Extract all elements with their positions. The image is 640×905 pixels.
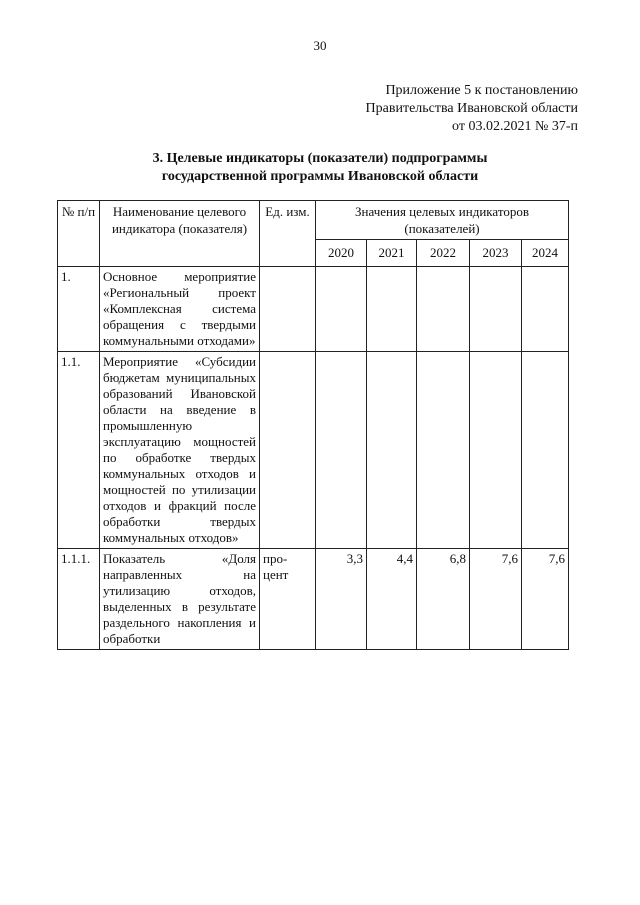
header-num: № п/п	[58, 201, 100, 267]
row-value	[522, 352, 569, 549]
row-value	[367, 352, 417, 549]
header-values: Значения целевых индикаторов (показателей)	[316, 201, 569, 240]
header-row	[58, 201, 569, 240]
section-heading-line-1: 3. Целевые индикаторы (показатели) подпрограммы	[152, 151, 488, 166]
row-name: Основное мероприятие «Региональный проект «Комплексная система обращения с твердыми коммунальными отходами»	[100, 267, 260, 352]
row-value	[470, 267, 522, 352]
year-cell: 2023	[470, 240, 522, 267]
row-value	[417, 352, 470, 549]
page-number: 30	[313, 38, 327, 53]
row-value	[522, 267, 569, 352]
appendix-line-2: Правительства Ивановской области	[365, 101, 578, 116]
row-value: 6,8	[417, 549, 470, 650]
row-unit	[260, 352, 316, 549]
row-value	[470, 352, 522, 549]
year-cell: 2021	[367, 240, 417, 267]
year-cell: 2022	[417, 240, 470, 267]
row-value	[316, 267, 367, 352]
row-num: 1.1.	[58, 352, 100, 549]
row-name: Мероприятие «Субсидии бюджетам муниципальных образований Ивановской области на введение в промышленную эксплуатацию мощностей по обработке твердых коммунальных отходов и мощностей по утилизации отходов и фракций после обработки твердых коммунальных отходов»	[100, 352, 260, 549]
appendix-reference	[366, 82, 578, 136]
row-value: 4,4	[367, 549, 417, 650]
row-value	[417, 267, 470, 352]
table-row	[58, 352, 569, 549]
row-value	[316, 352, 367, 549]
row-num: 1.	[58, 267, 100, 352]
appendix-line-1: Приложение 5 к постановлению	[385, 83, 578, 98]
row-value: 7,6	[470, 549, 522, 650]
row-name: Показатель «Доля направленных на утилизацию отходов, выделенных в результате раздельного накопления и обработки	[100, 549, 260, 650]
row-unit	[260, 267, 316, 352]
row-value: 7,6	[522, 549, 569, 650]
header-name: Наименование целевого индикатора (показателя)	[100, 201, 260, 267]
year-cell: 2024	[522, 240, 569, 267]
header-unit: Ед. изм.	[260, 201, 316, 267]
indicators-table	[57, 200, 569, 650]
section-heading	[0, 150, 640, 186]
appendix-line-3: от 03.02.2021 № 37-п	[452, 119, 578, 134]
row-num: 1.1.1.	[58, 549, 100, 650]
row-value	[367, 267, 417, 352]
table-row	[58, 549, 569, 650]
year-cell: 2020	[316, 240, 367, 267]
table-row	[58, 267, 569, 352]
row-value: 3,3	[316, 549, 367, 650]
row-unit: про-цент	[260, 549, 316, 650]
section-heading-line-2: государственной программы Ивановской области	[161, 169, 479, 184]
